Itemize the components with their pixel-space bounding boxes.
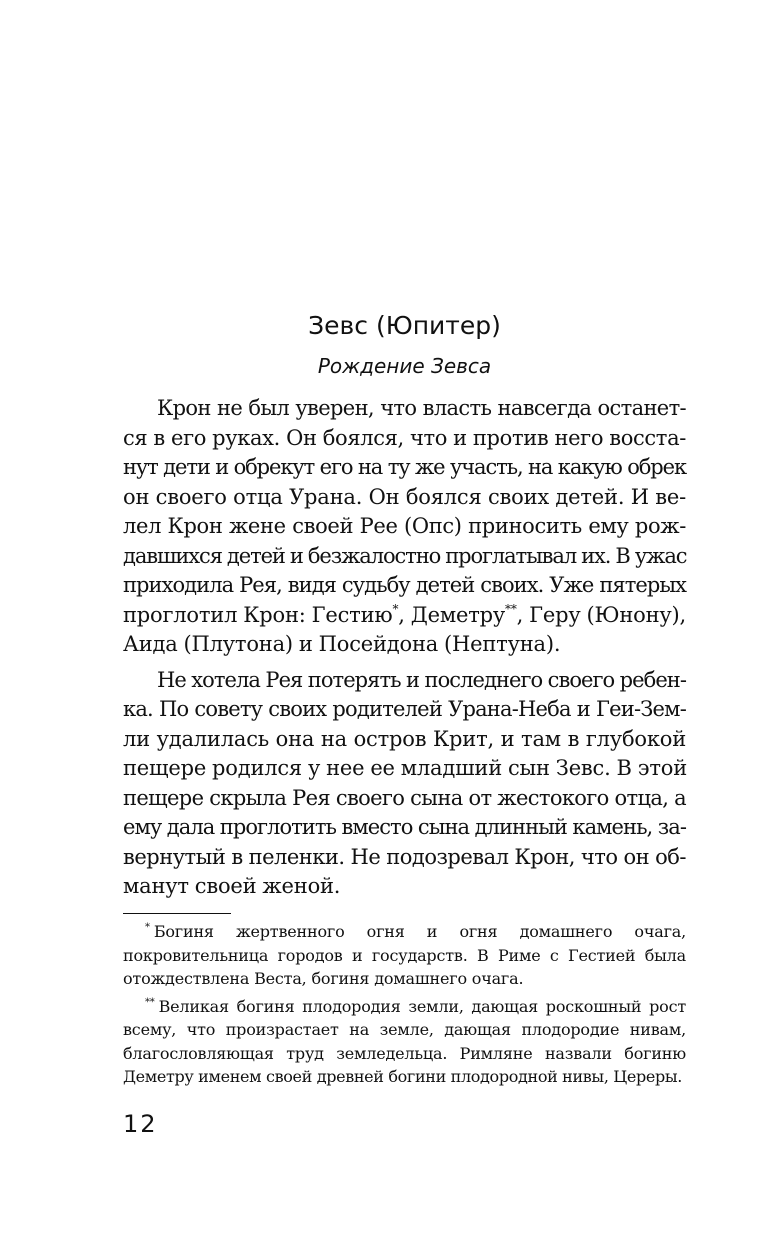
footnote-line [123,920,686,944]
page-number: 12 [123,1110,158,1138]
text-fragment: , Геру (Юнону), [516,602,687,627]
chapter-title: Зевс (Юпитер) [308,311,501,340]
text-line: давшихся детей и безжалостно проглатывал их. В ужас [123,543,687,568]
text-fragment: проглотил Крон: Гестию [123,602,393,627]
text-line: ему дала проглотить вместо сына длинный камень, за- [123,815,686,839]
text-line: ли удалилась она на остров Крит, и там в глубокой [123,726,686,751]
text-line: ся в его руках. Он боялся, что и против него восста- [123,425,686,450]
text-line: лел Крон жене своей Рее (Опс) приносить ему рож- [123,514,686,538]
text-line: нут дети и обрекут его на ту же участь, на какую обрек [123,455,686,479]
text-line: манут своей женой. [123,874,341,898]
text-fragment: , Деметру [398,602,506,627]
main-text [123,394,686,902]
footnote-line: покровительница городов и государств. В Риме с Гестией была [123,945,686,965]
footnote-mark-1: * [392,601,399,616]
footnote-mark-2: ** [505,601,517,616]
text-line: приходила Рея, видя судьбу детей своих. Уже пятерых [123,573,686,597]
text-line-with-footnote-marks [123,601,686,631]
footnote-divider [123,913,231,914]
text-line: Крон не был уверен, что власть навсегда останет- [157,396,686,420]
footnote-text: Богиня жертвенного огня и огня домашнего очага, [153,922,686,941]
footnote-mark: * [145,922,150,933]
text-line: Аида (Плутона) и Посейдона (Нептуна). [123,632,561,656]
text-line: Не хотела Рея потерять и последнего своего ребен- [157,667,686,692]
footnote-line: благословляющая труд земледельца. Римляне назвали богиню [123,1043,686,1063]
footnotes [123,920,686,1089]
section-title: Рождение Зевса [317,354,492,378]
text-line: пещере родился у нее ее младший сын Зевс. В этой [123,756,687,780]
text-line: он своего отца Урана. Он боялся своих детей. И ве- [123,484,686,509]
text-line: пещере скрыла Рея своего сына от жестокого отца, а [123,785,686,810]
text-line: вернутый в пеленки. Не подозревал Крон, что он об- [123,844,686,869]
footnote-line: Деметру именем своей древней богини плодородной нивы, Цереры. [123,1067,683,1086]
footnote-2 [123,995,686,1089]
footnote-line: отождествлена Веста, богиня домашнего очага. [123,969,524,988]
text-line: ка. По совету своих родителей Урана-Неба и Геи-Зем- [123,697,686,721]
paragraph-1 [123,394,686,660]
footnote-1 [123,920,686,991]
footnote-text: Великая богиня плодородия земли, дающая роскошный рост [158,996,686,1016]
footnote-line: всему, что произрастает на земле, дающая плодородие нивам, [123,1020,686,1039]
footnote-mark: ** [145,996,155,1008]
footnote-line [123,995,686,1019]
paragraph-2 [123,666,686,902]
